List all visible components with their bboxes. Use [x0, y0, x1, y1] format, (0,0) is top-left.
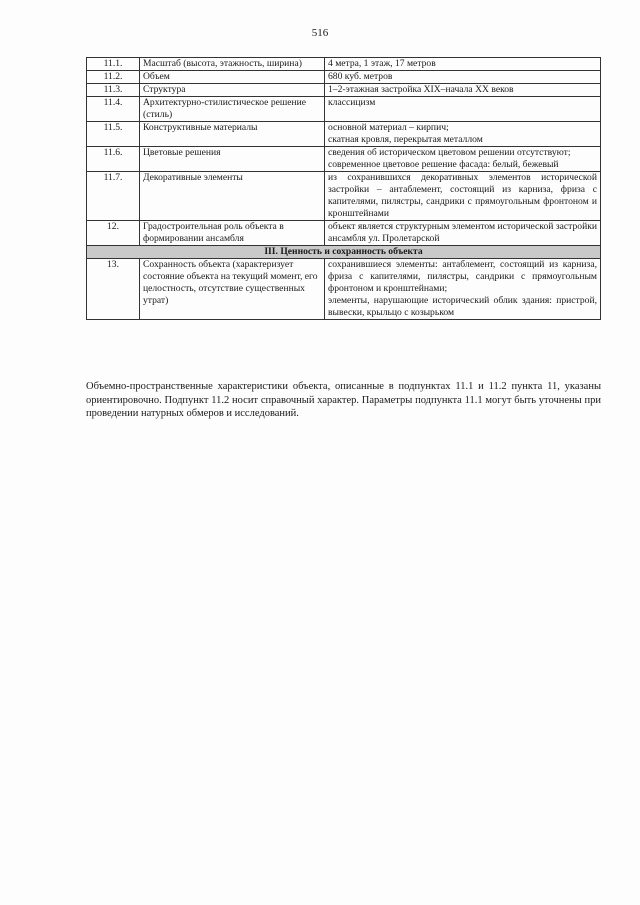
- value-line: сведения об историческом цветовом решении отсутствуют;: [328, 147, 571, 158]
- value-line: 1–2-этажная застройка XIX–начала XX веков: [328, 84, 514, 95]
- value-line: основной материал – кирпич;: [328, 122, 449, 133]
- row-number: 12.: [87, 221, 140, 246]
- section-header-row: [87, 246, 601, 259]
- row-value: [325, 84, 601, 97]
- value-line: элементы, нарушающие исторический облик здания: пристрой, вывески, крыльцо с козырьком: [328, 295, 597, 318]
- table-row: [87, 259, 601, 320]
- row-value: [325, 221, 601, 246]
- section-title: III. Ценность и сохранность объекта: [87, 246, 601, 259]
- table-row: [87, 84, 601, 97]
- row-number: 11.1.: [87, 58, 140, 71]
- row-value: [325, 97, 601, 122]
- table-row: [87, 147, 601, 172]
- value-line: 680 куб. метров: [328, 71, 393, 82]
- row-value: [325, 147, 601, 172]
- table-row: [87, 58, 601, 71]
- row-number: 11.7.: [87, 172, 140, 221]
- row-value: [325, 172, 601, 221]
- value-line: современное цветовое решение фасада: белый, бежевый: [328, 159, 559, 170]
- row-name: Конструктивные материалы: [140, 122, 325, 147]
- row-name: Структура: [140, 84, 325, 97]
- row-value: [325, 122, 601, 147]
- table-row: [87, 221, 601, 246]
- value-line: скатная кровля, перекрытая металлом: [328, 134, 483, 145]
- row-number: 11.3.: [87, 84, 140, 97]
- value-line: из сохранившихся декоративных элементов исторической застройки – антаблемент, состоящий из карниза, фриза с капителями, пилястры, сандрики с прямоугольным фронтоном и кронштейнами: [328, 172, 597, 219]
- row-name: Архитектурно-стилистическое решение (стиль): [140, 97, 325, 122]
- row-number: 11.6.: [87, 147, 140, 172]
- page-number: 516: [311, 27, 329, 39]
- value-line: 4 метра, 1 этаж, 17 метров: [328, 58, 436, 69]
- row-name: Сохранность объекта (характеризует состояние объекта на текущий момент, его целостность, отсутствие существенных утрат): [140, 259, 325, 320]
- table-row: [87, 97, 601, 122]
- table-row: [87, 71, 601, 84]
- row-number: 11.2.: [87, 71, 140, 84]
- footnote-paragraph: Объемно-пространственные характеристики объекта, описанные в подпунктах 11.1 и 11.2 пункта 11, указаны ориентировочно. Подпункт 11.2 носит справочный характер. Параметры подпункта 11.1 могут быть уточнены при проведении натурных обмеров и исследований.: [86, 381, 601, 419]
- row-number: 13.: [87, 259, 140, 320]
- object-characteristics-table: [86, 57, 601, 320]
- row-name: Масштаб (высота, этажность, ширина): [140, 58, 325, 71]
- table-row: [87, 172, 601, 221]
- row-value: [325, 259, 601, 320]
- row-name: Градостроительная роль объекта в формировании ансамбля: [140, 221, 325, 246]
- row-value: [325, 58, 601, 71]
- row-number: 11.5.: [87, 122, 140, 147]
- row-number: 11.4.: [87, 97, 140, 122]
- row-name: Объем: [140, 71, 325, 84]
- value-line: объект является структурным элементом исторической застройки ансамбля ул. Пролетарской: [328, 221, 597, 244]
- row-name: Декоративные элементы: [140, 172, 325, 221]
- value-line: сохранившиеся элементы: антаблемент, состоящий из карниза, фриза с капителями, пилястры, сандрики с прямоугольным фронтоном и кронштейнами;: [328, 259, 597, 294]
- row-value: [325, 71, 601, 84]
- value-line: классицизм: [328, 97, 376, 108]
- row-name: Цветовые решения: [140, 147, 325, 172]
- table-row: [87, 122, 601, 147]
